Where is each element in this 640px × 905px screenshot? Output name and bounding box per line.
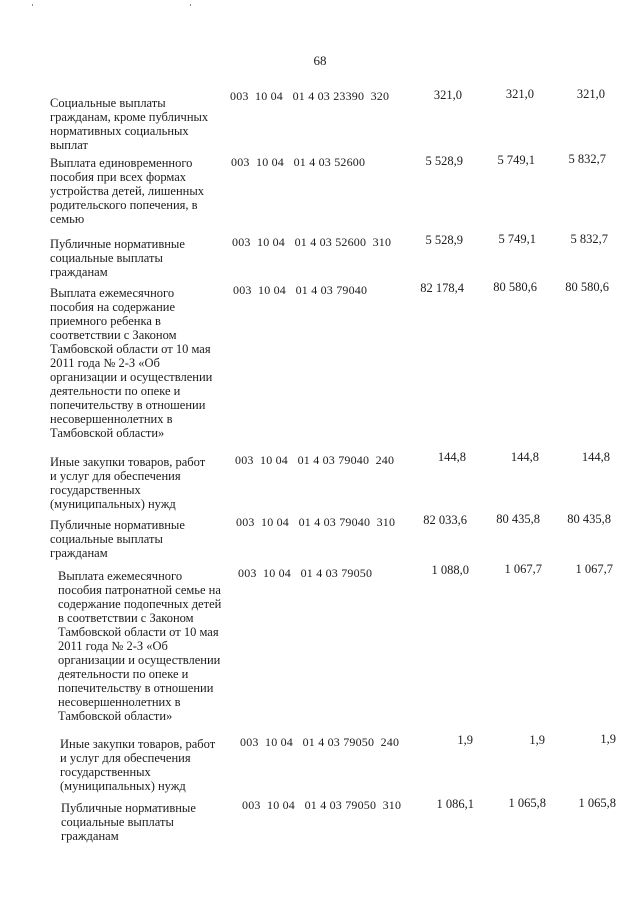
row-value-year3: 5 832,7 [570, 232, 608, 246]
row-description: Публичные нормативные социальные выплаты гражданам [50, 518, 185, 560]
row-code: 003 10 04 01 4 03 23390 320 [230, 89, 390, 103]
row-description: Социальные выплаты гражданам, кроме публичных нормативных социальных выплат [50, 96, 209, 152]
row-value-year1: 144,8 [437, 450, 466, 464]
row-value-year3: 5 832,7 [568, 152, 606, 166]
row-value-year1: 1 088,0 [431, 563, 469, 577]
row-description: Иные закупки товаров, работ и услуг для обеспечения государственных (муниципальных) нужд [50, 455, 206, 511]
row-value-year3: 80 435,8 [567, 512, 611, 526]
row-value-year1: 5 528,9 [425, 233, 463, 247]
row-code: 003 10 04 01 4 03 79050 310 [242, 798, 402, 812]
row-value-year3: 1 067,7 [575, 562, 613, 576]
row-value-year1: 321,0 [433, 88, 462, 102]
scan-mark [32, 4, 33, 6]
row-value-year3: 1 065,8 [578, 796, 616, 810]
row-value-year1: 1,9 [457, 733, 473, 747]
row-code: 003 10 04 01 4 03 79050 [238, 566, 373, 580]
row-code: 003 10 04 01 4 03 52600 [231, 155, 366, 169]
scan-mark [190, 4, 191, 6]
row-description: Выплата единовременного пособия при всех формах устройства детей, лишенных родительского попечения, в семью [50, 156, 205, 226]
row-code: 003 10 04 01 4 03 52600 310 [232, 235, 392, 249]
row-value-year3: 144,8 [581, 450, 610, 464]
row-code: 003 10 04 01 4 03 79040 [233, 283, 368, 297]
row-description: Иные закупки товаров, работ и услуг для обеспечения государственных (муниципальных) нужд [60, 737, 216, 793]
row-value-year2: 5 749,1 [497, 153, 535, 167]
row-value-year1: 1 086,1 [436, 797, 474, 811]
row-description: Выплата ежемесячного пособия на содержание приемного ребенка в соответствии с Законом Тамбовской области от 10 мая 2011 года № 2-З «Об организации и осуществлении деятельности по опеке и попечительству в отношении несовершеннолетних в Тамбовской области» [50, 286, 213, 440]
row-code: 003 10 04 01 4 03 79040 240 [235, 453, 395, 467]
row-value-year2: 144,8 [510, 450, 539, 464]
row-value-year2: 5 749,1 [498, 232, 536, 246]
row-code: 003 10 04 01 4 03 79040 310 [236, 515, 396, 529]
row-value-year2: 1 065,8 [508, 796, 546, 810]
row-description: Публичные нормативные социальные выплаты гражданам [61, 801, 196, 843]
row-value-year1: 5 528,9 [425, 154, 463, 168]
row-value-year1: 82 178,4 [420, 281, 464, 295]
row-value-year1: 82 033,6 [423, 513, 467, 527]
row-value-year2: 1,9 [529, 733, 545, 747]
row-value-year2: 321,0 [505, 87, 534, 101]
row-value-year2: 80 580,6 [493, 280, 537, 294]
row-value-year2: 1 067,7 [504, 562, 542, 576]
row-value-year2: 80 435,8 [496, 512, 540, 526]
row-value-year3: 1,9 [600, 732, 616, 746]
row-value-year3: 80 580,6 [565, 280, 609, 294]
row-description: Публичные нормативные социальные выплаты гражданам [50, 237, 185, 279]
row-code: 003 10 04 01 4 03 79050 240 [240, 735, 400, 749]
row-description: Выплата ежемесячного пособия патронатной семье на содержание подопечных детей в соответствии с Законом Тамбовской области от 10 мая 2011 года № 2-З «Об организации и осуществлении деятельности по опеке и попечительству в отношении несовершеннолетних в Тамбовской области» [58, 569, 222, 723]
row-value-year3: 321,0 [576, 87, 605, 101]
page-number: 68 [313, 53, 327, 68]
